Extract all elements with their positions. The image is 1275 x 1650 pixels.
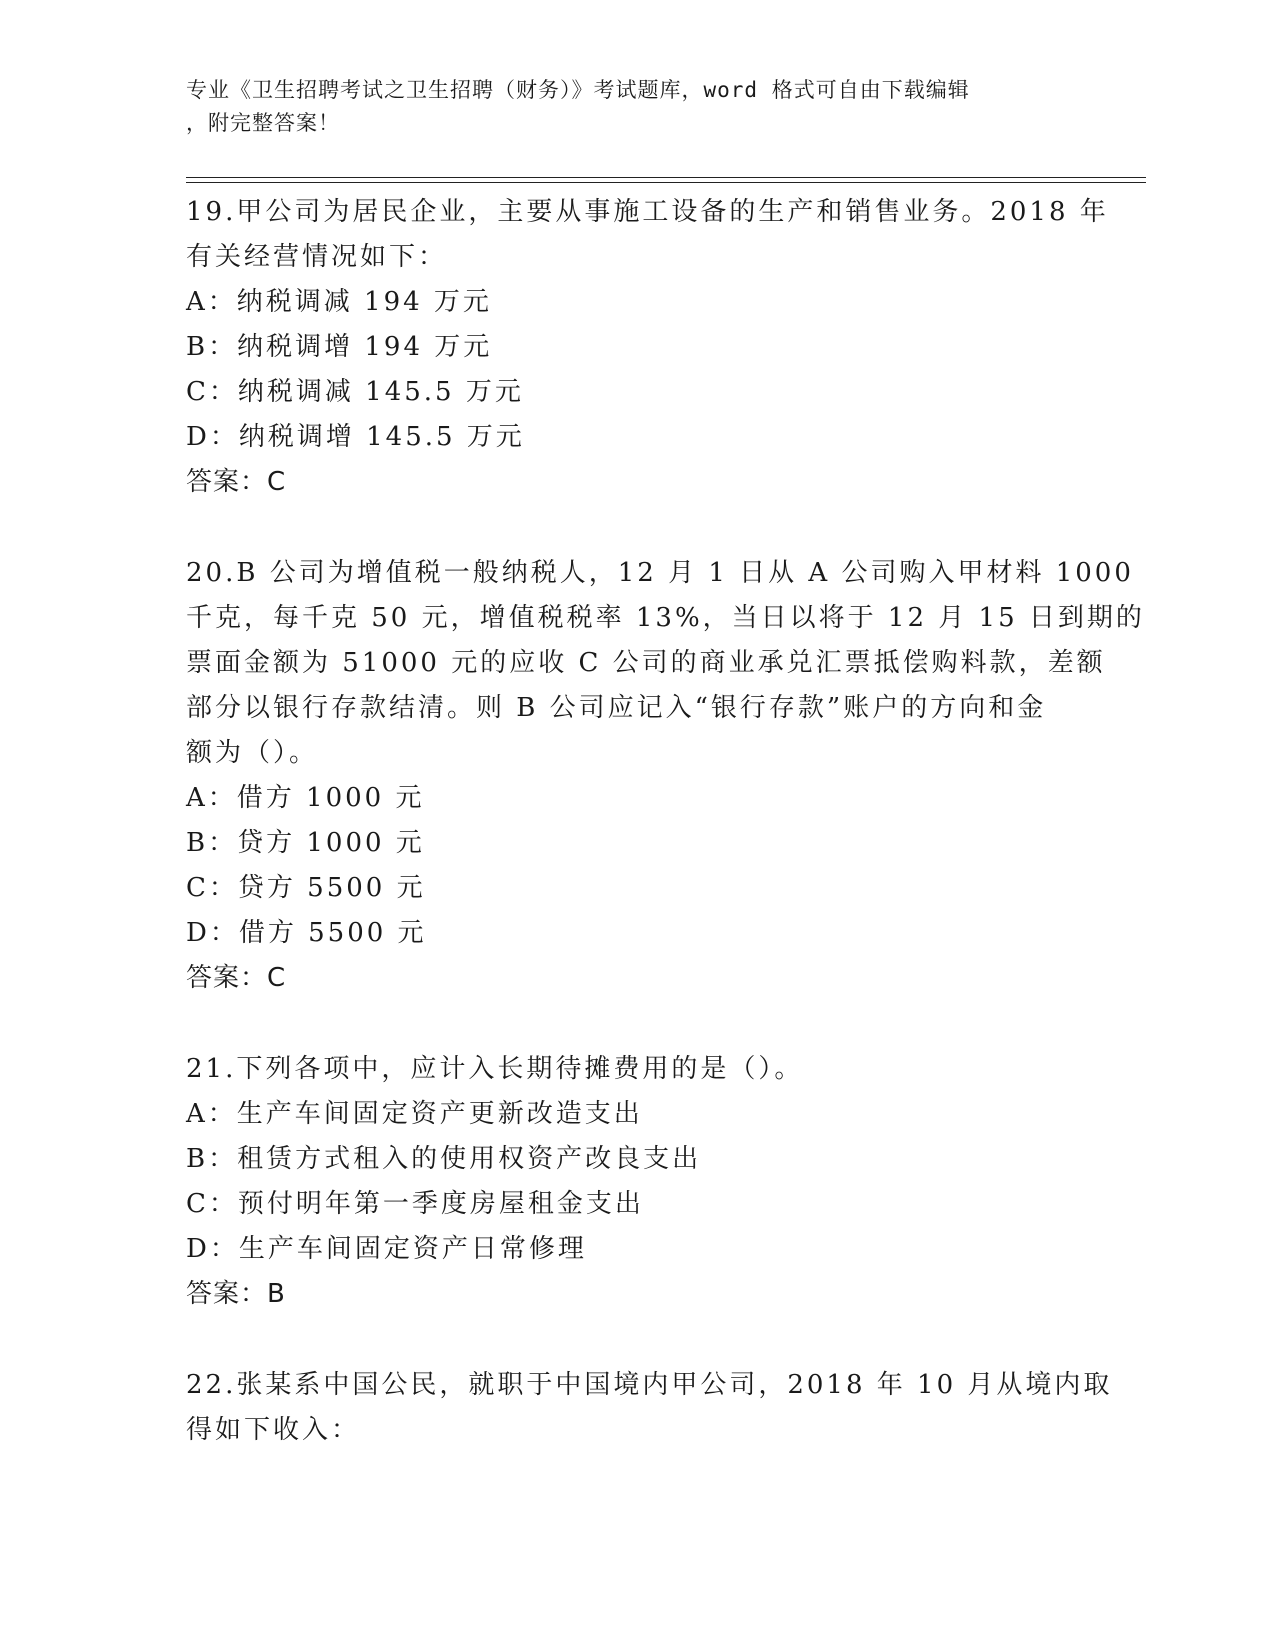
question-stem-line: 额为（）。	[186, 738, 319, 768]
question-stem-line: 19.甲公司为居民企业，主要从事施工设备的生产和销售业务。2018 年	[186, 197, 1109, 227]
option-c: C：纳税调减 145.5 万元	[186, 377, 524, 407]
option-a: A：借方 1000 元	[186, 783, 425, 813]
option-d: D：借方 5500 元	[186, 918, 427, 948]
header-divider-top	[186, 177, 1146, 178]
option-b: B：租赁方式租入的使用权资产改良支出	[186, 1144, 702, 1174]
question-stem-line: 有关经营情况如下：	[186, 242, 448, 272]
question-stem-line: 21.下列各项中，应计入长期待摊费用的是（）。	[186, 1054, 804, 1084]
option-a: A：纳税调减 194 万元	[186, 287, 492, 317]
option-a: A：生产车间固定资产更新改造支出	[186, 1099, 643, 1129]
header-divider-bottom	[186, 182, 1146, 183]
header-line-2: ，附完整答案！	[186, 111, 340, 135]
question-stem-line: 千克，每千克 50 元，增值税税率 13%，当日以将于 12 月 15 日到期的	[186, 603, 1145, 633]
option-c: C：贷方 5500 元	[186, 873, 426, 903]
answer-line: 答案：B	[186, 1279, 286, 1309]
question-20	[186, 551, 1145, 1001]
option-d: D：生产车间固定资产日常修理	[186, 1234, 587, 1264]
question-stem-line: 得如下收入：	[186, 1415, 361, 1445]
option-c: C：预付明年第一季度房屋租金支出	[186, 1189, 644, 1219]
question-stem-line: 票面金额为 51000 元的应收 C 公司的商业承兑汇票抵偿购料款，差额	[186, 648, 1106, 678]
option-b: B：纳税调增 194 万元	[186, 332, 493, 362]
option-b: B：贷方 1000 元	[186, 828, 425, 858]
spacer	[186, 1317, 1076, 1363]
question-stem-line: 22.张某系中国公民，就职于中国境内甲公司，2018 年 10 月从境内取	[186, 1370, 1113, 1400]
header-line-1: 专业《卫生招聘考试之卫生招聘（财务）》考试题库，word 格式可自由下载编辑	[186, 78, 970, 102]
answer-line: 答案：C	[186, 963, 287, 993]
spacer	[186, 505, 1076, 551]
question-stem-line: 20.B 公司为增值税一般纳税人，12 月 1 日从 A 公司购入甲材料 1000	[186, 558, 1134, 588]
question-19	[186, 190, 1109, 505]
document-header	[186, 74, 1066, 140]
question-list	[186, 190, 1145, 1453]
spacer	[186, 1001, 1076, 1047]
option-d: D：纳税调增 145.5 万元	[186, 422, 525, 452]
answer-line: 答案：C	[186, 467, 287, 497]
question-22	[186, 1363, 1113, 1453]
question-21	[186, 1047, 1076, 1317]
question-stem-line: 部分以银行存款结清。则 B 公司应记入“银行存款”账户的方向和金	[186, 693, 1047, 723]
